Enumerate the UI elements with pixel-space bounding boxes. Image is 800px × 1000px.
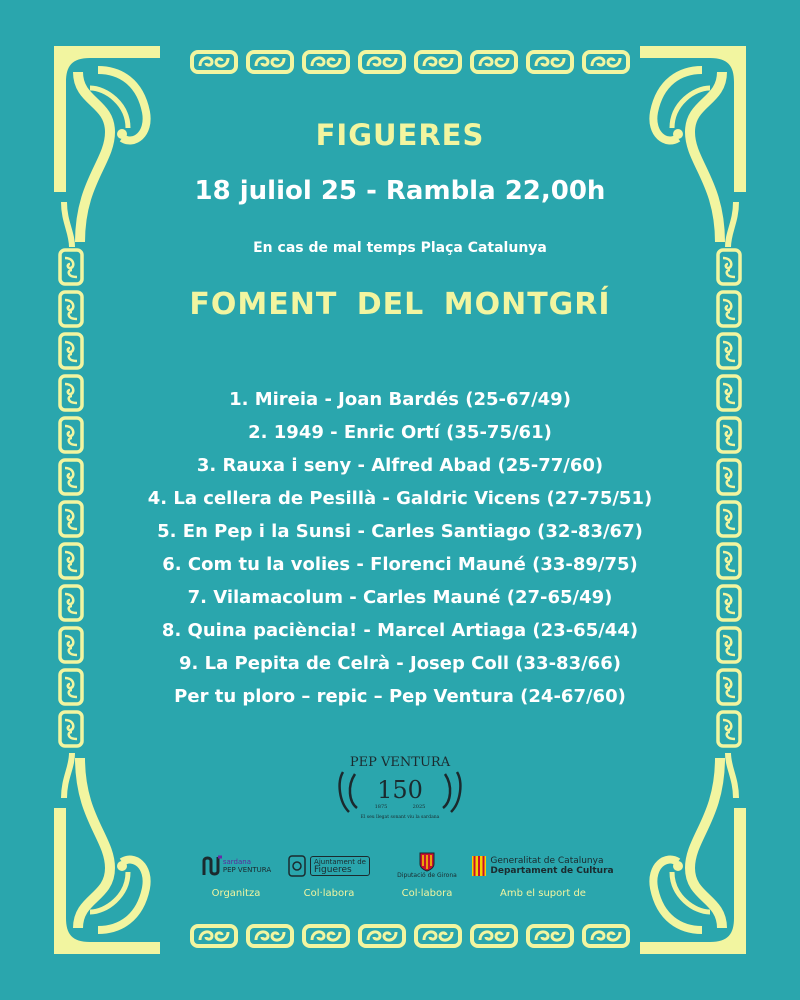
program-item: Per tu ploro – repic – Pep Ventura (24-67/60)	[174, 686, 626, 707]
weather-note: En cas de mal temps Plaça Catalunya	[253, 240, 547, 256]
program-item: 9. La Pepita de Celrà - Josep Coll (33-83/66)	[179, 653, 621, 674]
sponsor-organizer	[186, 850, 286, 910]
sponsor-caption: Col·labora	[401, 888, 453, 899]
sardana-logo-icon	[201, 855, 223, 877]
program-item: 3. Rauxa i seny - Alfred Abad (25-77/60)	[196, 455, 604, 476]
ajuntament-logo-text: Ajuntament de	[314, 858, 366, 866]
group-name: FOMENT DEL MONTGRÍ	[189, 287, 611, 322]
program-item: 1. Mireia - Joan Bardés (25-67/49)	[229, 389, 571, 410]
diputacio-logo-text: Diputació de Girona	[397, 872, 457, 879]
girona-crest-icon	[419, 852, 435, 872]
program-item: 7. Vilamacolum - Carles Mauné (27-65/49)	[187, 587, 613, 608]
sponsor-diputacio	[392, 850, 462, 910]
program-item: 4. La cellera de Pesillà - Galdric Vicens (27-75/51)	[147, 488, 653, 509]
anniversary-year-start: 1875	[374, 804, 388, 810]
date-place: 18 juliol 25 - Rambla 22,00h	[194, 176, 606, 206]
anniversary-number: 150	[377, 776, 423, 804]
sponsor-caption: Organitza	[211, 888, 261, 899]
generalitat-logo-sub: Departament de Cultura	[490, 866, 614, 876]
sponsor-caption: Col·labora	[303, 888, 355, 899]
sponsor-caption: Amb el suport de	[500, 888, 586, 899]
program-item: 2. 1949 - Enric Ortí (35-75/61)	[248, 422, 552, 443]
program-item: 6. Com tu la volies - Florenci Mauné (33-89/75)	[162, 554, 638, 575]
generalitat-logo-text: Generalitat de Catalunya	[490, 856, 604, 866]
program-item: 8. Quina paciència! - Marcel Artiaga (23-65/44)	[161, 620, 639, 641]
anniversary-logo	[335, 752, 465, 824]
generalitat-flag-icon	[472, 856, 486, 876]
figueres-crest-icon	[288, 855, 306, 877]
anniversary-title: PEP VENTURA	[349, 755, 451, 770]
sponsor-ajuntament	[284, 850, 374, 910]
city-title: FIGUERES	[315, 118, 485, 152]
program-list	[0, 383, 800, 713]
organizer-logo-text: sardana	[222, 858, 251, 866]
anniversary-year-end: 2025	[412, 804, 426, 810]
ajuntament-logo-sub: Figueres	[314, 865, 352, 875]
anniversary-motto: El seu llegat sonant viu la sardana	[360, 815, 440, 820]
sponsor-generalitat	[468, 850, 618, 910]
organizer-logo-sub: PEP VENTURA	[222, 866, 272, 874]
program-item: 5. En Pep i la Sunsi - Carles Santiago (32-83/67)	[157, 521, 643, 542]
